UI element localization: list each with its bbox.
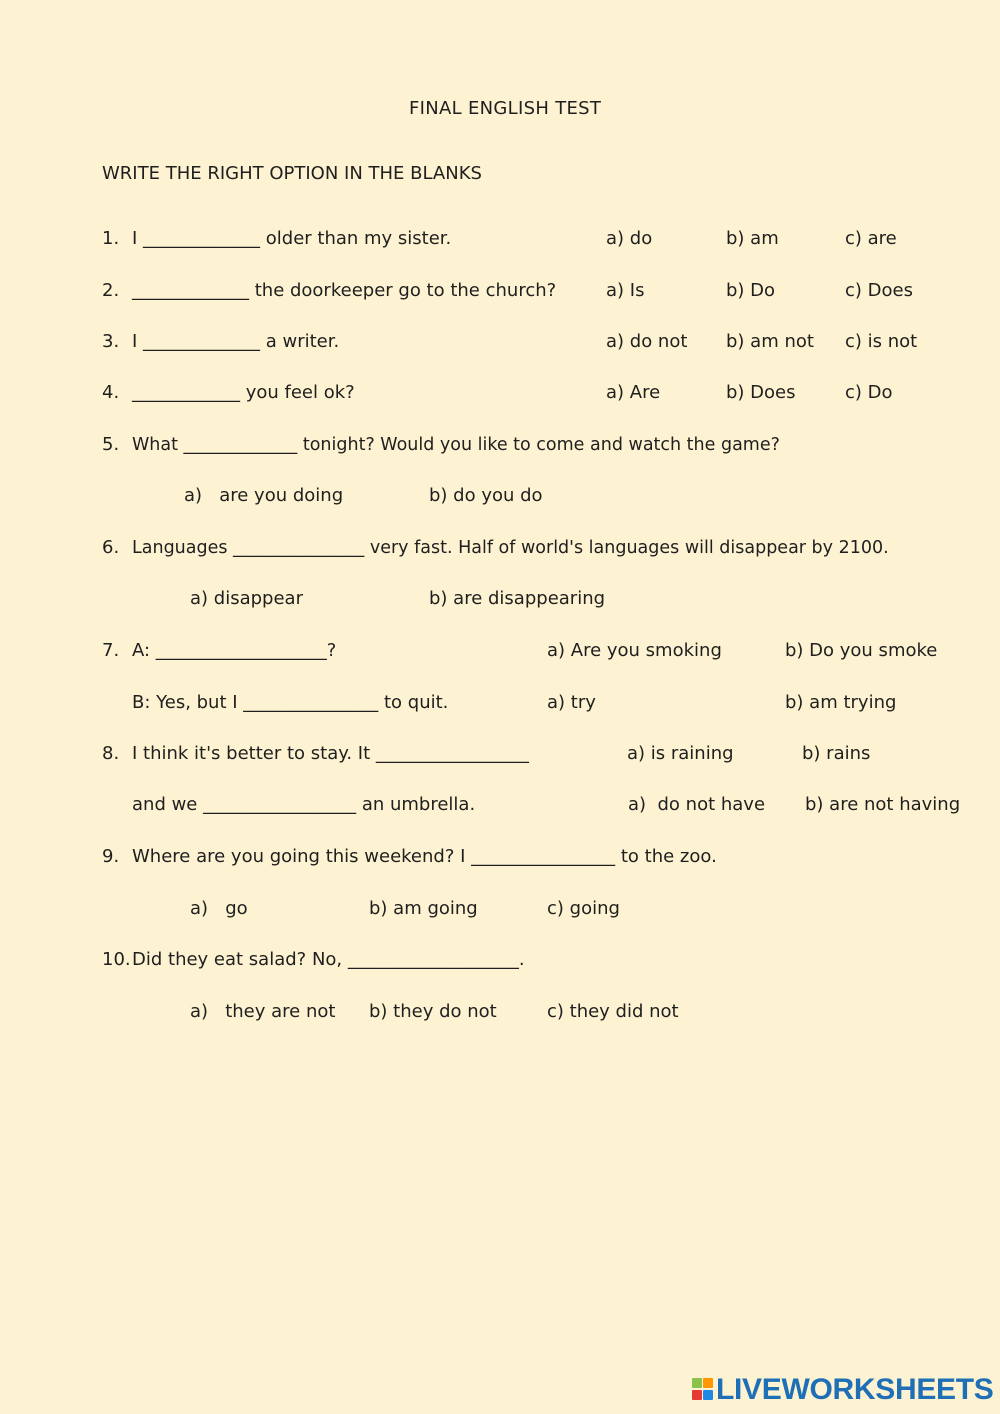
question-text: I _____________ older than my sister. bbox=[132, 228, 452, 249]
logo-block-orange bbox=[703, 1378, 713, 1388]
question-text: What _____________ tonight? Would you like to come and watch the game? bbox=[132, 435, 780, 455]
question-text: A: ___________________? bbox=[132, 640, 337, 661]
option-b[interactable]: b) Do you smoke bbox=[785, 640, 938, 661]
question-text: I think it's better to stay. It _________________ bbox=[132, 743, 529, 764]
logo-block-blue bbox=[703, 1390, 713, 1400]
instructions: WRITE THE RIGHT OPTION IN THE BLANKS bbox=[102, 163, 482, 184]
question-number: 1. bbox=[102, 228, 120, 249]
question-text: I _____________ a writer. bbox=[132, 331, 340, 352]
logo-block-green bbox=[692, 1378, 702, 1388]
option-a[interactable]: a) are you doing bbox=[184, 485, 344, 506]
option-a-2[interactable]: a) do not have bbox=[628, 794, 766, 815]
option-b[interactable]: b) Do bbox=[726, 280, 776, 301]
option-a[interactable]: a) go bbox=[190, 898, 248, 919]
question-number: 6. bbox=[102, 537, 120, 558]
question-text: Did they eat salad? No, ___________________. bbox=[132, 949, 525, 970]
option-b[interactable]: b) rains bbox=[802, 743, 871, 764]
option-a-2[interactable]: a) try bbox=[547, 692, 596, 713]
question-text: ____________ you feel ok? bbox=[132, 382, 355, 403]
question-text-2: B: Yes, but I _______________ to quit. bbox=[132, 692, 449, 713]
question-number: 3. bbox=[102, 331, 120, 352]
option-b[interactable]: b) are disappearing bbox=[429, 588, 606, 609]
option-c[interactable]: c) is not bbox=[845, 331, 918, 352]
option-b[interactable]: b) do you do bbox=[429, 485, 543, 506]
option-a[interactable]: a) they are not bbox=[190, 1001, 336, 1022]
option-b[interactable]: b) am going bbox=[369, 898, 478, 919]
logo-blocks-icon bbox=[692, 1378, 714, 1402]
question-number: 4. bbox=[102, 382, 120, 403]
question-text: Where are you going this weekend? I ________________ to the zoo. bbox=[132, 846, 717, 867]
question-text: Languages _______________ very fast. Half of world's languages will disappear by 2100. bbox=[132, 538, 889, 558]
option-c[interactable]: c) are bbox=[845, 228, 897, 249]
question-number: 9. bbox=[102, 846, 120, 867]
option-a[interactable]: a) Is bbox=[606, 280, 645, 301]
option-c[interactable]: c) they did not bbox=[547, 1001, 679, 1022]
option-b[interactable]: b) they do not bbox=[369, 1001, 497, 1022]
option-b-2[interactable]: b) are not having bbox=[805, 794, 961, 815]
option-b-2[interactable]: b) am trying bbox=[785, 692, 897, 713]
question-number: 10. bbox=[102, 949, 131, 970]
option-a[interactable]: a) disappear bbox=[190, 588, 303, 609]
logo-block-red bbox=[692, 1390, 702, 1400]
option-b[interactable]: b) am bbox=[726, 228, 779, 249]
question-number: 5. bbox=[102, 434, 120, 455]
question-number: 8. bbox=[102, 743, 120, 764]
logo-text: LIVEWORKSHEETS bbox=[716, 1373, 994, 1406]
option-a[interactable]: a) do bbox=[606, 228, 653, 249]
option-b[interactable]: b) am not bbox=[726, 331, 814, 352]
question-number: 7. bbox=[102, 640, 120, 661]
question-text-2: and we _________________ an umbrella. bbox=[132, 794, 476, 815]
option-a[interactable]: a) do not bbox=[606, 331, 688, 352]
option-b[interactable]: b) Does bbox=[726, 382, 796, 403]
option-c[interactable]: c) going bbox=[547, 898, 620, 919]
option-a[interactable]: a) Are bbox=[606, 382, 661, 403]
question-number: 2. bbox=[102, 280, 120, 301]
option-a[interactable]: a) is raining bbox=[627, 743, 734, 764]
option-c[interactable]: c) Do bbox=[845, 382, 893, 403]
option-c[interactable]: c) Does bbox=[845, 280, 913, 301]
worksheet-title: FINAL ENGLISH TEST bbox=[409, 98, 602, 119]
question-text: _____________ the doorkeeper go to the church? bbox=[132, 280, 557, 301]
option-a[interactable]: a) Are you smoking bbox=[547, 640, 722, 661]
liveworksheets-logo[interactable] bbox=[692, 1372, 992, 1408]
